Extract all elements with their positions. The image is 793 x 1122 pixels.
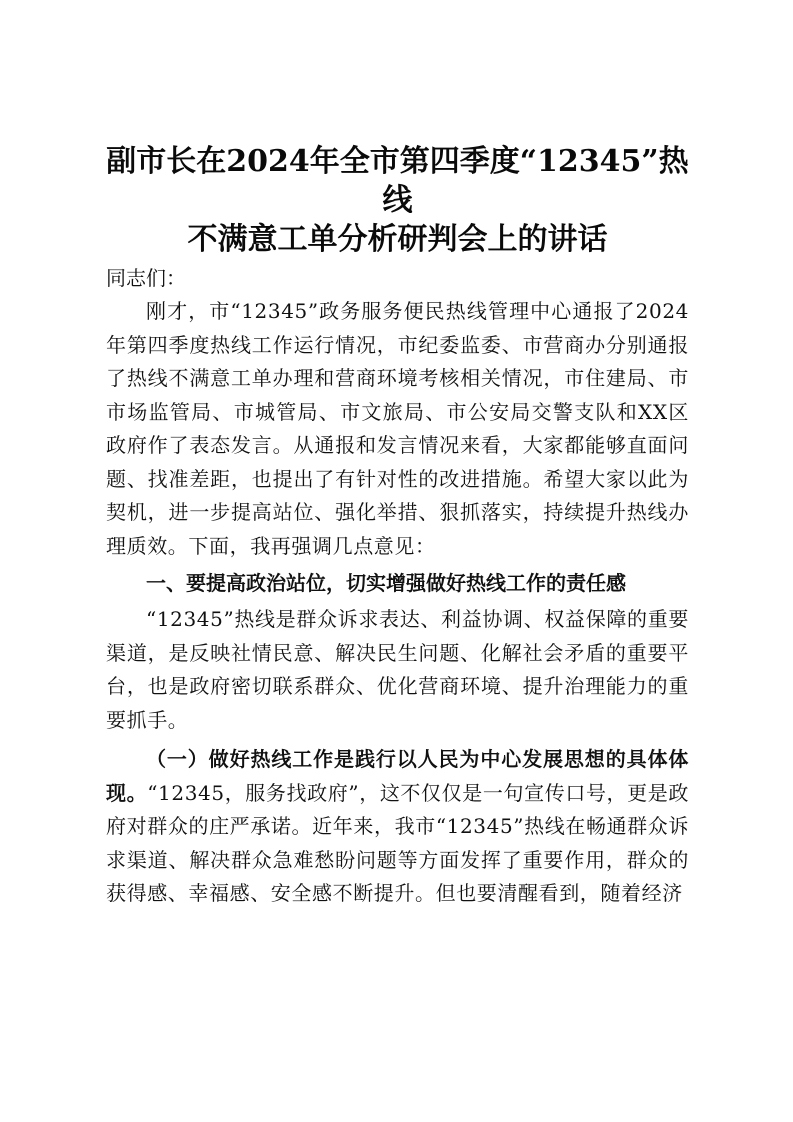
document-title — [106, 142, 689, 259]
title-line-2: 不满意工单分析研判会上的讲话 — [187, 222, 608, 257]
subsection-1-paragraph — [106, 743, 689, 911]
subsection-1-text: “12345，服务找政府”，这不仅仅是一句宣传口号，更是政府对群众的庄严承诺。近年来，我市“12345”热线在畅通群众诉求渠道、解决群众急难愁盼问题等方面发挥了重要作用，群众的获得感、幸福感、安全感不断提升。但也要清醒看到，随着经济 — [106, 780, 689, 905]
title-line-1: 副市长在2024年全市第四季度“12345”热线 — [106, 144, 689, 218]
intro-paragraph: 刚才，市“12345”政务服务便民热线管理中心通报了2024年第四季度热线工作运行情况，市纪委监委、市营商办分别通报了热线不满意工单办理和营商环境考核相关情况，市住建局、市市场监管局、市城管局、市文旅局、市公安局交警支队和XX区政府作了表态发言。从通报和发言情况来看，大家都能够直面问题、找准差距，也提出了有针对性的改进措施。希望大家以此为契机，进一步提高站位、强化举措、狠抓落实，持续提升热线办理质效。下面，我再强调几点意见： — [106, 299, 689, 558]
section-1-paragraph: “12345”热线是群众诉求表达、利益协调、权益保障的重要渠道，是反映社情民意、解决民生问题、化解社会矛盾的重要平台，也是政府密切联系群众、优化营商环境、提升治理能力的重要抓手。 — [106, 607, 689, 732]
section-1-heading: 一、要提高政治站位，切实增强做好热线工作的责任感 — [146, 571, 626, 595]
subsection-1-heading: （一）做好热线工作是践行以人民为中心发展思想的具体体现。 — [106, 747, 689, 805]
salutation: 同志们： — [106, 266, 186, 290]
